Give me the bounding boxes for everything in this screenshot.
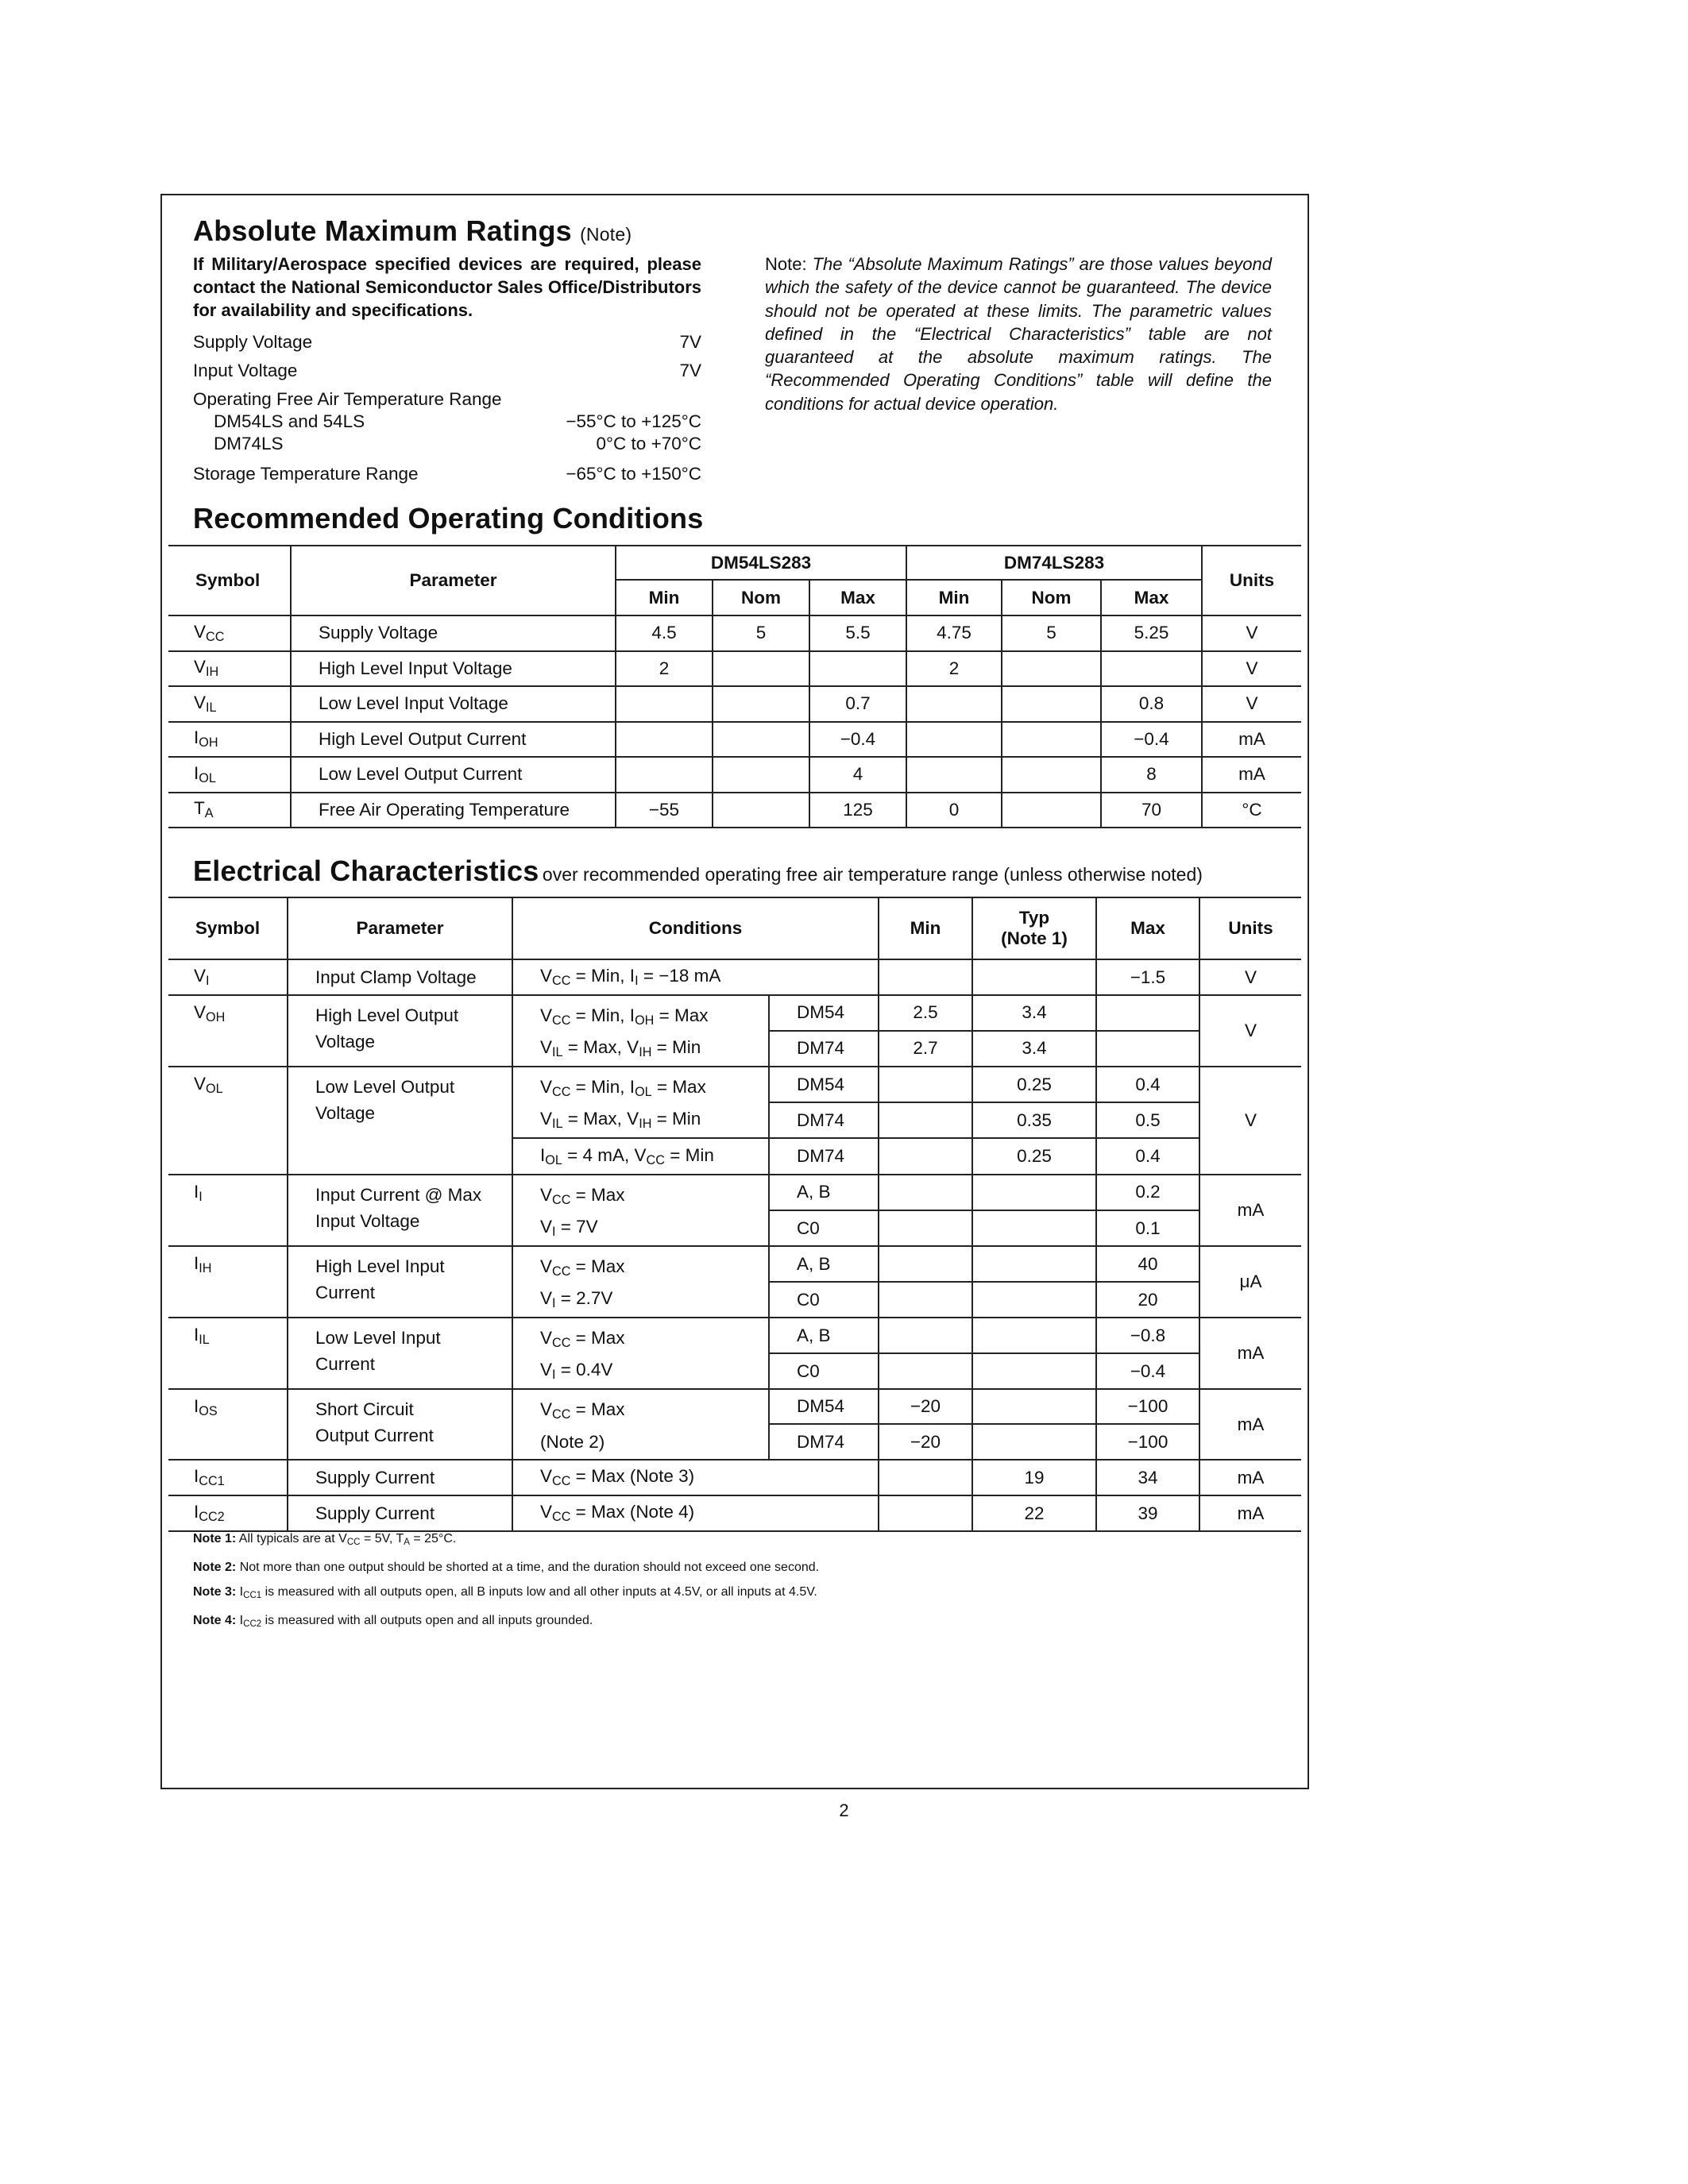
roc-value: [616, 686, 713, 722]
roc-value: [616, 722, 713, 758]
roc-header-symbol: Symbol: [168, 546, 291, 615]
roc-row: [168, 651, 1301, 687]
roc-header-units: Units: [1202, 546, 1301, 615]
roc-value: −55: [616, 793, 713, 828]
roc-value: [1002, 793, 1101, 828]
roc-symbol: $I_{OL}$: [168, 757, 291, 793]
amr-title: Absolute Maximum Ratings (Note): [193, 214, 632, 247]
rating-supply-voltage: Supply Voltage 7V: [193, 332, 701, 352]
roc-symbol: $V_{CC}$: [168, 615, 291, 651]
page-number: 2: [839, 1800, 849, 1820]
roc-header-min: Min: [906, 580, 1002, 615]
roc-value: 2: [616, 651, 713, 687]
roc-parameter: Low Level Input Voltage: [291, 686, 616, 722]
roc-value: 8: [1101, 757, 1202, 793]
roc-symbol: $I_{OH}$: [168, 722, 291, 758]
roc-value: −0.4: [1101, 722, 1202, 758]
roc-title: Recommended Operating Conditions: [193, 502, 704, 534]
roc-value: 2: [906, 651, 1002, 687]
roc-value: 0.8: [1101, 686, 1202, 722]
roc-header-dm54: DM54LS283: [616, 546, 906, 580]
roc-row: [168, 757, 1301, 793]
ec-row-iil: $I_{IL}$ Low Level Input Current $V_{CC}$ = Max $V_I = 0.4V$ A, B −0.8 mA: [168, 1318, 1301, 1353]
roc-value: [713, 757, 809, 793]
roc-parameter: Free Air Operating Temperature: [291, 793, 616, 828]
roc-table: [168, 545, 1301, 828]
roc-unit: °C: [1242, 799, 1262, 820]
roc-value: [1002, 757, 1101, 793]
roc-value: [1002, 722, 1101, 758]
roc-header-parameter: Parameter: [291, 546, 616, 615]
ec-row-voh: $V_{OH}$ High Level Output Voltage $V_{CC}$ = Min, $I_{OH}$ = Max $V_{IL}$ = Max, $V_{IH}$ = Min DM54 2.5 3.4 V: [168, 995, 1301, 1031]
roc-header-min: Min: [616, 580, 713, 615]
roc-value: [906, 686, 1002, 722]
note-2: Note 2: Not more than one output should be shorted at a time, and the duration should not exceed one second.: [193, 1560, 820, 1574]
roc-value: [906, 757, 1002, 793]
note-3: Note 3: $I_{CC1}$ is measured with all outputs open, all B inputs low and all other inputs at 4.5V, or all inputs at 4.5V.: [193, 1584, 817, 1600]
roc-value: [713, 722, 809, 758]
rating-storage-temp: Storage Temperature Range −65°C to +150°C: [193, 464, 701, 484]
roc-symbol: $V_{IL}$: [168, 686, 291, 722]
roc-parameter: High Level Input Voltage: [291, 651, 616, 687]
roc-value: 125: [809, 793, 906, 828]
ec-title: Electrical Characteristics: [193, 855, 539, 887]
rating-operating-temp: Operating Free Air Temperature Range: [193, 389, 502, 409]
roc-symbol: $T_A$: [168, 793, 291, 828]
roc-value: 5.5: [809, 615, 906, 651]
roc-unit: mA: [1238, 764, 1265, 785]
roc-header-max: Max: [809, 580, 906, 615]
roc-value: 0: [906, 793, 1002, 828]
roc-value: [616, 757, 713, 793]
ec-header-typ: Typ (Note 1): [972, 897, 1096, 959]
ec-row-iih: $I_{IH}$ High Level Input Current $V_{CC}$ = Max $V_I = 2.7V$ A, B 40 μA: [168, 1246, 1301, 1282]
roc-value: [906, 722, 1002, 758]
roc-parameter: High Level Output Current: [291, 722, 616, 758]
military-aerospace-note: If Military/Aerospace specified devices are required, please contact the National Semiconductor Sales Office/Distributors for availability and specifications.: [193, 254, 701, 320]
roc-symbol: $V_{IH}$: [168, 651, 291, 687]
amr-disclaimer-note: Note: The “Absolute Maximum Ratings” are those values beyond which the safety of the device cannot be guaranteed. The device should not be operated at these limits. The parametric values defined in the “Electrical Characteristics” table are not guaranteed at the absolute maximum ratings. The “Recommended Operating Conditions” table will define the conditions for actual device operation.: [765, 254, 1272, 414]
ec-row-vol: $V_{OL}$ Low Level Output Voltage $V_{CC}$ = Min, $I_{OL}$ = Max $V_{IL}$ = Max, $V_{IH}$ = Min DM54 0.25 0.4 V: [168, 1067, 1301, 1102]
roc-header-max: Max: [1101, 580, 1202, 615]
roc-value: 5.25: [1101, 615, 1202, 651]
ec-row-ii: $I_I$ Input Current @ Max Input Voltage $V_{CC}$ = Max $V_I = 7V$ A, B 0.2 mA: [168, 1175, 1301, 1210]
roc-value: [809, 651, 906, 687]
roc-header-nom: Nom: [713, 580, 809, 615]
roc-header-nom: Nom: [1002, 580, 1101, 615]
ec-header-max: Max: [1096, 897, 1199, 959]
roc-row: [168, 686, 1301, 722]
ec-table: Symbol Parameter Conditions Min Typ (Note 1) Max Units $V_I$ Input Clamp Voltage $V_{CC}$ = Min, $I_I = -18$ mA −1.5 V $V_{OH}$ High Level Output Voltage $V_{CC}$ = Min, $I_{OH}$ = Max $V_{IL}$ = Max, $V_{IH}$ = Min DM54 2.5 3.4 V DM74 2.7 3.4 $V_{OL}$ Low Level Output Voltage $V_{CC}$ = Min, $I_{OL}$ = Max $V_{IL}$ = Max, $V_{IH}$ = Min DM54 0.25 0.4 V DM74 0.35 0.5 $I_{OL} = 4$ mA, $V_{CC}$ = Min DM74 0.25 0.4 $I_I$ Input Current @ Max Input Voltage $V_{CC}$ = Max $V_I = 7V$ A, B 0.2 mA C0 0.1 $I_{IH}$ High Level Input Current $V_{CC}$ = Max $V_I = 2.7V$ A, B 40 μA C0 20 $I_{IL}$ Low Level Input Current $V_{CC}$ = Max $V_I = 0.4V$ A, B −0.8 mA C0 −0.4 $I_{OS}$ Short Circuit Output Current $V_{CC}$ = Max (Note 2) DM54 −20 −100 mA DM74 −20 −100 $I_{CC1}$ Supply Current $V_{CC}$ = Max (Note 3) 19 34 mA $I_{CC2}$ Supply Current $V_{CC}$ = Max (Note 4) 22 39 mA: [168, 897, 1301, 1532]
ec-row-icc1: $I_{CC1}$ Supply Current $V_{CC}$ = Max (Note 3) 19 34 mA: [168, 1460, 1301, 1495]
roc-unit: V: [1246, 623, 1258, 643]
rating-dm74-temp: DM74LS 0°C to +70°C: [214, 434, 701, 453]
roc-value: 4.5: [616, 615, 713, 651]
roc-value: 5: [1002, 615, 1101, 651]
roc-value: 4.75: [906, 615, 1002, 651]
rating-input-voltage: Input Voltage 7V: [193, 361, 701, 380]
roc-row: [168, 722, 1301, 758]
roc-value: 70: [1101, 793, 1202, 828]
roc-header-dm74: DM74LS283: [906, 546, 1202, 580]
ec-header-min: Min: [879, 897, 972, 959]
roc-value: [1101, 651, 1202, 687]
footnotes: [193, 1526, 819, 1637]
ec-title-line: [193, 855, 1203, 888]
roc-value: [1002, 651, 1101, 687]
roc-parameter: Low Level Output Current: [291, 757, 616, 793]
ec-row-vi: $V_I$ Input Clamp Voltage $V_{CC}$ = Min, $I_I = -18$ mA −1.5 V: [168, 959, 1301, 995]
roc-row: [168, 615, 1301, 651]
roc-value: [713, 686, 809, 722]
roc-value: −0.4: [809, 722, 906, 758]
ec-row-ios: $I_{OS}$ Short Circuit Output Current $V_{CC}$ = Max (Note 2) DM54 −20 −100 mA: [168, 1389, 1301, 1424]
ec-subtitle: over recommended operating free air temperature range (unless otherwise noted): [542, 864, 1203, 885]
ec-header-parameter: Parameter: [288, 897, 512, 959]
roc-value: 4: [809, 757, 906, 793]
roc-value: [713, 651, 809, 687]
roc-unit: V: [1246, 693, 1258, 714]
ec-header-symbol: Symbol: [168, 897, 288, 959]
ec-row-icc2: $I_{CC2}$ Supply Current $V_{CC}$ = Max (Note 4) 22 39 mA: [168, 1495, 1301, 1531]
ec-header-units: Units: [1228, 918, 1273, 938]
roc-unit: mA: [1238, 728, 1265, 749]
roc-value: 0.7: [809, 686, 906, 722]
ec-header-conditions: Conditions: [512, 897, 879, 959]
roc-unit: V: [1246, 658, 1258, 678]
roc-value: [713, 793, 809, 828]
note-1: Note 1: All typicals are at $V_{CC} = 5V$, $T_A = 25^\circ C$.: [193, 1532, 457, 1547]
roc-value: [1002, 686, 1101, 722]
rating-dm54-temp: DM54LS and 54LS −55°C to +125°C: [214, 411, 701, 431]
roc-parameter: Supply Voltage: [291, 615, 616, 651]
roc-row: [168, 793, 1301, 828]
roc-value: 5: [713, 615, 809, 651]
note-4: Note 4: $I_{CC2}$ is measured with all outputs open and all inputs grounded.: [193, 1613, 593, 1629]
